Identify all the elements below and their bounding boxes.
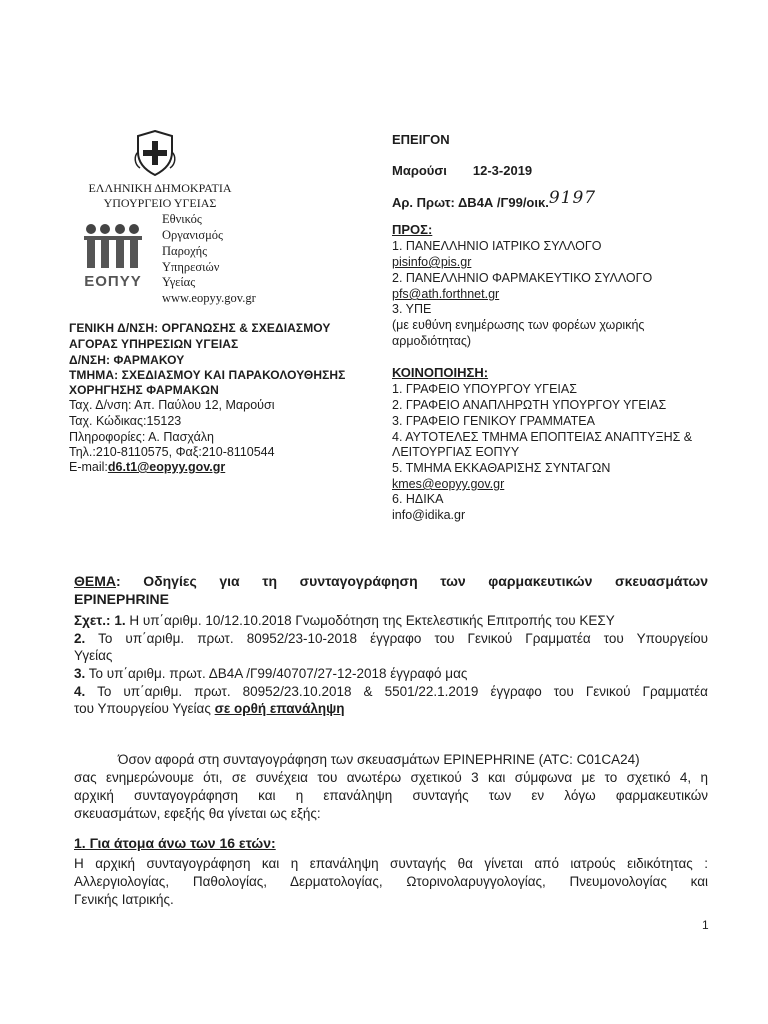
to-item-3-note: (με ευθύνη ενημέρωσης των φορέων χωρικής	[392, 318, 645, 332]
protocol-handwritten: 9197	[548, 188, 597, 208]
email-link[interactable]: d6.t1@eopyy.gov.gr	[107, 460, 226, 474]
to-item-2: 2. ΠΑΝΕΛΛΗΝΙΟ ΦΑΡΜΑΚΕΥΤΙΚΟ ΣΥΛΛΟΓΟ	[392, 271, 653, 285]
reference-2-cont: Υγείας	[74, 648, 113, 663]
subject-line-2: EPINEPHRINE	[74, 591, 169, 607]
org-word-4: Υπηρεσιών	[162, 260, 220, 274]
cc-item-5-email[interactable]: kmes@eopyy.gov.gr	[392, 477, 505, 491]
reference-1: Σχετ.: 1. Η υπ΄αριθμ. 10/12.10.2018 Γνωμοδότηση της Εκτελεστικής Επιτροπής του ΚΕΣΥ	[74, 613, 615, 628]
to-item-2-email[interactable]: pfs@ath.forthnet.gr	[392, 287, 500, 301]
section-1-line-2: Αλλεργιολογίας, Παθολογίας, Δερματολογίας, Ωτορινολαρυγγολογίας, Πνευμονολογίας και	[74, 874, 708, 889]
subject-text: Οδηγίες για τη συνταγογράφηση των φαρμακευτικών σκευασμάτων	[143, 573, 708, 589]
org-word-2: Οργανισμός	[162, 228, 223, 242]
general-directorate: ΓΕΝΙΚΗ Δ/ΝΣΗ: ΟΡΓΑΝΩΣΗΣ & ΣΧΕΔΙΑΣΜΟΥ	[69, 321, 331, 335]
place: Μαρούσι	[392, 163, 447, 178]
reference-4-cont: του Υπουργείου Υγείας σε ορθή επανάληψη	[74, 701, 345, 716]
postal-code: Ταχ. Κώδικας:15123	[69, 414, 182, 428]
cc-item-4-cont: ΛΕΙΤΟΥΡΓΙΑΣ ΕΟΠΥΥ	[392, 445, 520, 459]
protocol-label: Αρ. Πρωτ: ΔΒ4Α /Γ99/οικ.	[392, 195, 549, 210]
reference-4: 4. Το υπ΄αριθμ. πρωτ. 80952/23.10.2018 & 5501/22.1.2019 έγγραφο του Γενικού Γραμματέα	[74, 684, 708, 699]
cc-item-2: 2. ΓΡΑΦΕΙΟ ΑΝΑΠΛΗΡΩΤΗ ΥΠΟΥΡΓΟΥ ΥΓΕΙΑΣ	[392, 398, 667, 412]
section-1-line-3: Γενικής Ιατρικής.	[74, 892, 174, 907]
org-word-1: Εθνικός	[162, 212, 202, 226]
to-heading: ΠΡΟΣ:	[392, 222, 433, 237]
section-1-heading: 1. Για άτομα άνω των 16 ετών:	[74, 835, 276, 851]
cc-item-6: 6. ΗΔΙΚΑ	[392, 492, 444, 506]
republic-name: ΕΛΛΗΝΙΚΗ ΔΗΜΟΚΡΑΤΙΑ	[88, 181, 232, 195]
place-date	[392, 163, 532, 178]
phone-fax: Τηλ.:210-8110575, Φαξ:210-8110544	[69, 445, 275, 459]
cc-item-1: 1. ΓΡΑΦΕΙΟ ΥΠΟΥΡΓΟΥ ΥΓΕΙΑΣ	[392, 382, 577, 396]
reference-2: 2. Το υπ΄αριθμ. πρωτ. 80952/23-10-2018 έγγραφο του Γενικού Γραμματέα του Υπουργείου	[74, 631, 708, 646]
postal-address: Ταχ. Δ/νση: Απ. Παύλου 12, Μαρούσι	[69, 398, 275, 412]
org-word-3: Παροχής	[162, 244, 208, 258]
ministry-name: ΥΠΟΥΡΓΕΙΟ ΥΓΕΙΑΣ	[103, 196, 217, 210]
directorate: Δ/ΝΣΗ: ΦΑΡΜΑΚΟΥ	[69, 353, 185, 367]
cc-heading: ΚΟΙΝΟΠΟΙΗΣΗ:	[392, 365, 489, 380]
department: ΤΜΗΜΑ: ΣΧΕΔΙΑΣΜΟΥ ΚΑΙ ΠΑΡΑΚΟΛΟΥΘΗΣΗΣ	[69, 368, 346, 382]
cc-item-4: 4. ΑΥΤΟΤΕΛΕΣ ΤΜΗΜΑ ΕΠΟΠΤΕΙΑΣ ΑΝΑΠΤΥΞΗΣ &	[392, 430, 693, 444]
reference-4-emphasis: σε ορθή επανάληψη	[214, 701, 345, 716]
eopyy-people-logo-icon	[82, 220, 144, 270]
urgency-label: ΕΠΕΙΓΟΝ	[392, 132, 450, 147]
email-label: E-mail:	[69, 460, 108, 474]
eopyy-logo	[82, 220, 144, 288]
cc-item-6-email: info@idika.gr	[392, 508, 466, 522]
general-directorate-cont: ΑΓΟΡΑΣ ΥΠΗΡΕΣΙΩΝ ΥΓΕΙΑΣ	[69, 337, 239, 351]
cc-item-5: 5. ΤΜΗΜΑ ΕΚΚΑΘΑΡΙΣΗΣ ΣΥΝΤΑΓΩΝ	[392, 461, 611, 475]
to-item-1: 1. ΠΑΝΕΛΛΗΝΙΟ ΙΑΤΡΙΚΟ ΣΥΛΛΟΓΟ	[392, 239, 602, 253]
date: 12-3-2019	[472, 163, 533, 178]
section-1-line-1: Η αρχική συνταγογράφηση και η επανάληψη συνταγής θα γίνεται από ιατρούς ειδικότητας :	[74, 856, 708, 871]
logo-text: ΕΟΠΥΥ	[84, 273, 142, 290]
paragraph-line-4: σκευασμάτων, εφεξής θα γίνεται ως εξής:	[74, 806, 321, 821]
paragraph-line-3: αρχική συνταγογράφηση και η επανάληψη συνταγής των εν λόγω φαρμακευτικών	[74, 788, 708, 803]
to-item-3-note-cont: αρμοδιότητας)	[392, 334, 472, 348]
reference-3: 3. Το υπ΄αριθμ. πρωτ. ΔΒ4Α /Γ99/40707/27-12-2018 έγγραφό μας	[74, 666, 468, 681]
to-item-1-email[interactable]: pisinfo@pis.gr	[392, 255, 472, 269]
org-word-5: Υγείας	[162, 275, 196, 289]
contact-person: Πληροφορίες: Α. Πασχάλη	[69, 430, 214, 444]
references-label: Σχετ.:	[74, 613, 111, 628]
subject-label: ΘΕΜΑ	[74, 573, 116, 589]
website-link[interactable]: www.eopyy.gov.gr	[162, 291, 256, 305]
paragraph-line-2: σας ενημερώνουμε ότι, σε συνέχεια του ανωτέρω σχετικού 3 και σύμφωνα με το σχετικό 4, η	[74, 770, 708, 785]
department-cont: ΧΟΡΗΓΗΣΗΣ ΦΑΡΜΑΚΩΝ	[69, 383, 219, 397]
protocol-number	[392, 188, 597, 212]
greek-coat-of-arms-icon	[134, 130, 176, 176]
paragraph-line-1: Όσον αφορά στη συνταγογράφηση των σκευασμάτων EPINEPHRINE (ATC: C01CA24)	[118, 752, 640, 767]
cc-item-3: 3. ΓΡΑΦΕΙΟ ΓΕΝΙΚΟΥ ΓΡΑΜΜΑΤΕΑ	[392, 414, 595, 428]
page-number: 1	[702, 918, 709, 932]
to-item-3: 3. ΥΠΕ	[392, 302, 432, 316]
subject-line-1: ΘΕΜΑ: Οδηγίες για τη συνταγογράφηση των φαρμακευτικών σκευασμάτων	[74, 573, 708, 589]
email-line	[69, 460, 225, 474]
